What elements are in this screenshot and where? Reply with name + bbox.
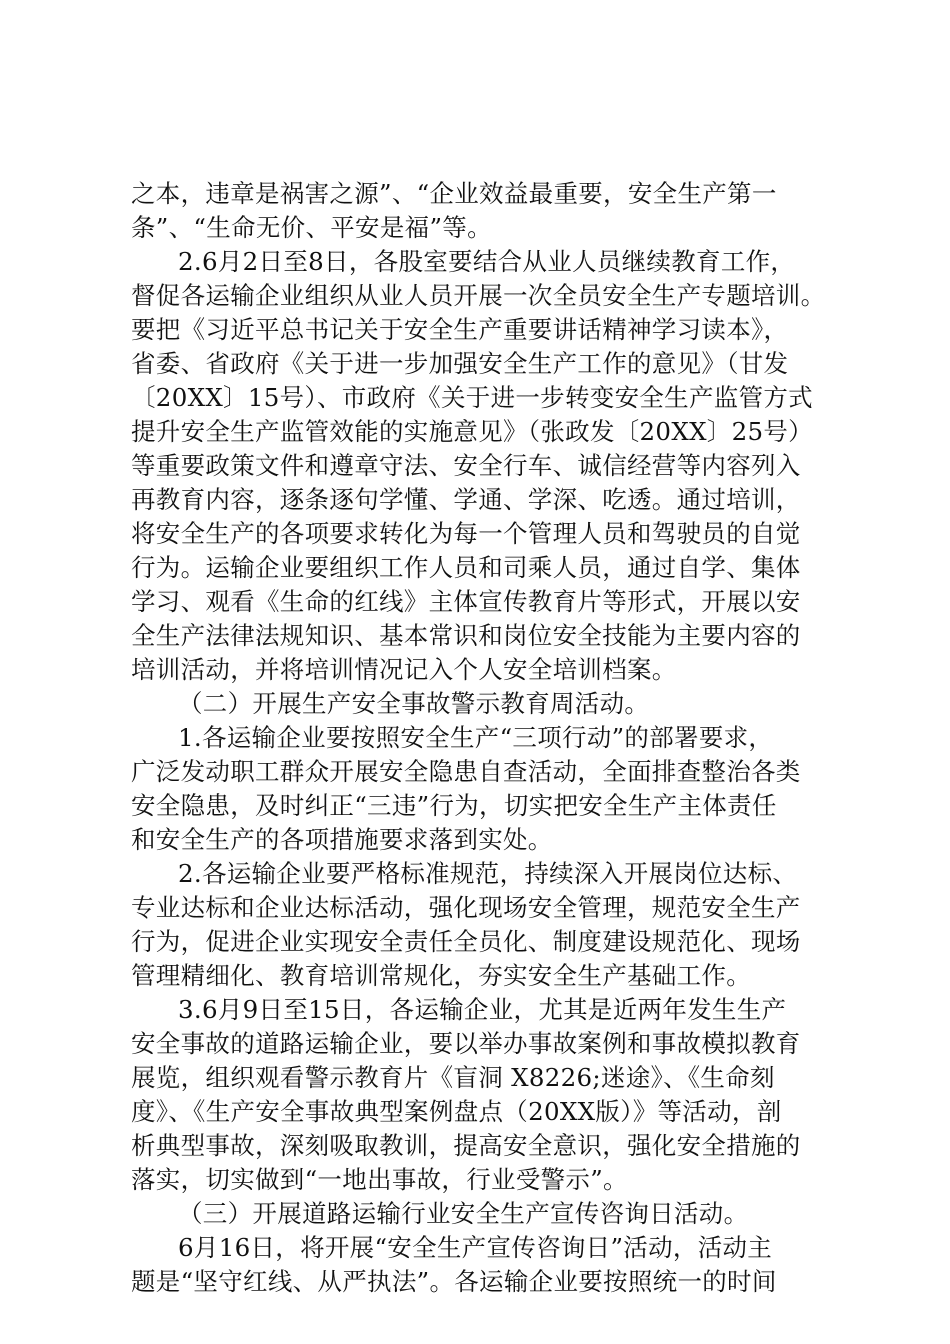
body-text-line: 和安全生产的各项措施要求落到实处。	[131, 825, 553, 854]
section-heading: （三）开展道路运输行业安全生产宣传咨询日活动。	[178, 1199, 749, 1228]
body-text-line: 析典型事故，深刻吸取教训，提高安全意识，强化安全措施的	[131, 1131, 801, 1160]
body-text-line: 学习、观看《生命的红线》主体宣传教育片等形式，开展以安	[131, 587, 801, 616]
body-text-line: 之本，违章是祸害之源”、“企业效益最重要，安全生产第一	[131, 179, 777, 208]
body-text-line: 落实，切实做到“一地出事故，行业受警示”。	[131, 1165, 628, 1194]
body-text-line: 督促各运输企业组织从业人员开展一次全员安全生产专题培训。	[131, 281, 826, 310]
body-text-line: 安全隐患，及时纠正“三违”行为，切实把安全生产主体责任	[131, 791, 777, 820]
body-text-line: 将安全生产的各项要求转化为每一个管理人员和驾驶员的自觉	[131, 519, 801, 548]
body-text-line: 6月16日，将开展“安全生产宣传咨询日”活动，活动主	[178, 1233, 773, 1262]
body-text-line: 1.各运输企业要按照安全生产“三项行动”的部署要求，	[178, 723, 774, 752]
body-text-line: 等重要政策文件和遵章守法、安全行车、诚信经营等内容列入	[131, 451, 801, 480]
section-heading: （二）开展生产安全事故警示教育周活动。	[178, 689, 650, 718]
body-text-line: 要把《习近平总书记关于安全生产重要讲话精神学习读本》，	[131, 315, 789, 344]
body-text-line: 广泛发动职工群众开展安全隐患自查活动，全面排查整治各类	[131, 757, 801, 786]
body-text-line: 条”、“生命无价、平安是福”等。	[131, 213, 492, 242]
body-text-line: 〔20XX〕15号）、市政府《关于进一步转变安全生产监管方式	[131, 383, 813, 412]
body-text-line: 培训活动，并将培训情况记入个人安全培训档案。	[131, 655, 677, 684]
body-text-line: 2.6月2日至8日，各股室要结合从业人员继续教育工作，	[178, 247, 796, 276]
body-text-line: 行为，促进企业实现安全责任全员化、制度建设规范化、现场	[131, 927, 801, 956]
body-text-line: 全生产法律法规知识、基本常识和岗位安全技能为主要内容的	[131, 621, 801, 650]
body-text-line: 题是“坚守红线、从严执法”。各运输企业要按照统一的时间	[131, 1267, 777, 1296]
body-text-line: 展览，组织观看警示教育片《盲洞 X8226;迷途》、《生命刻	[131, 1063, 775, 1092]
body-text-line: 省委、省政府《关于进一步加强安全生产工作的意见》（甘发	[131, 349, 789, 378]
body-text-line: 管理精细化、教育培训常规化，夯实安全生产基础工作。	[131, 961, 751, 990]
body-text-line: 3.6月9日至15日，各运输企业，尤其是近两年发生生产	[178, 995, 787, 1024]
body-text-line: 度》、《生产安全事故典型案例盘点（20XX版）》等活动，剖	[131, 1097, 782, 1126]
body-text-line: 再教育内容，逐条逐句学懂、学通、学深、吃透。通过培训，	[131, 485, 801, 514]
body-text-line: 安全事故的道路运输企业，要以举办事故案例和事故模拟教育	[131, 1029, 801, 1058]
body-text-line: 专业达标和企业达标活动，强化现场安全管理，规范安全生产	[131, 893, 801, 922]
body-text-line: 行为。运输企业要组织工作人员和司乘人员，通过自学、集体	[131, 553, 801, 582]
body-text-line: 提升安全生产监管效能的实施意见》（张政发〔20XX〕25号）	[131, 417, 813, 446]
body-text-line: 2.各运输企业要严格标准规范，持续深入开展岗位达标、	[178, 859, 798, 888]
